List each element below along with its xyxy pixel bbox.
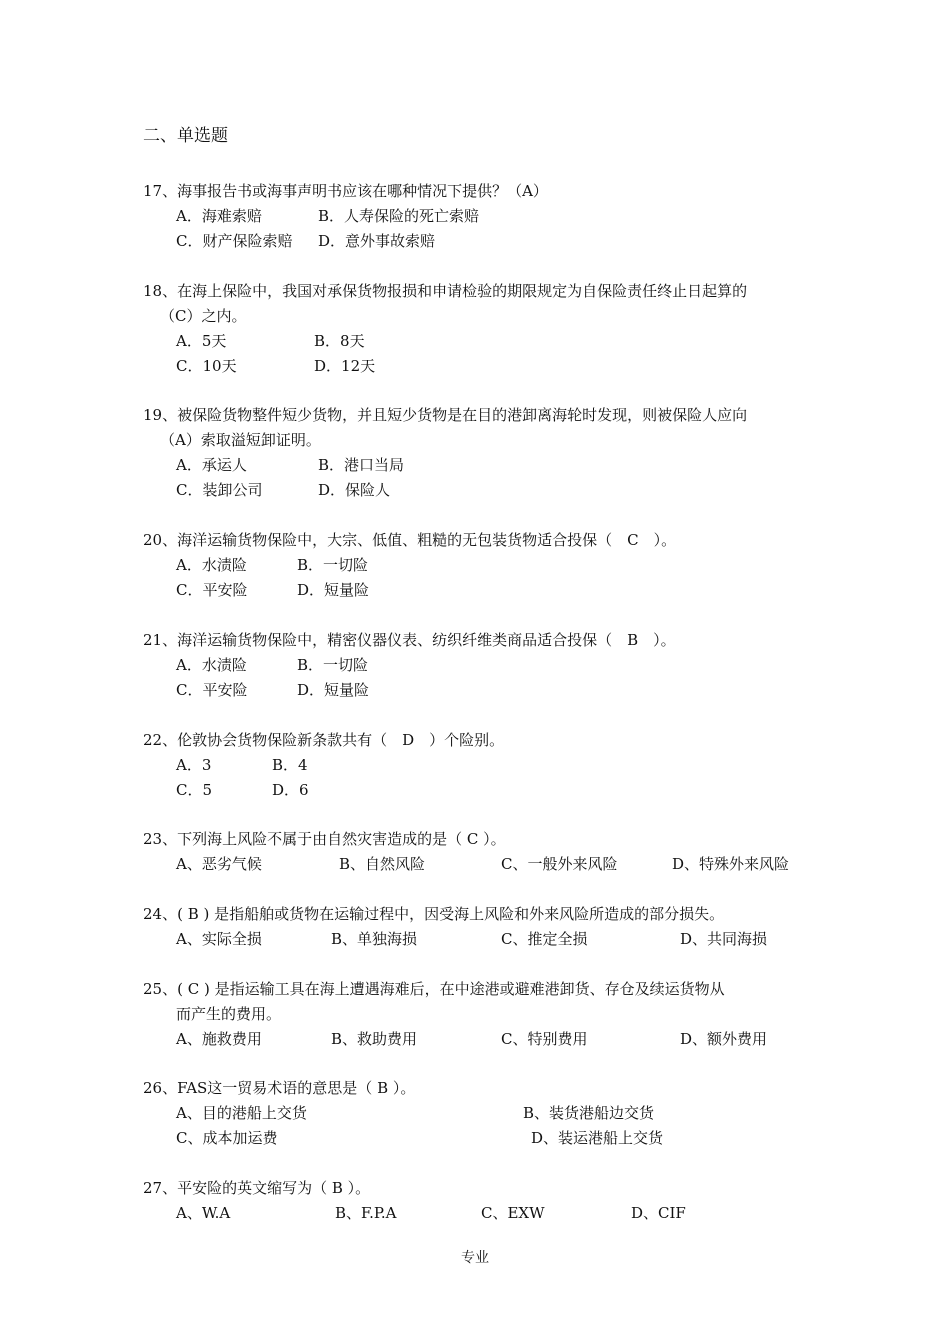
question-27-option-a: A、W.A bbox=[176, 1204, 231, 1222]
question-17-option-c: C．财产保险索赔 bbox=[176, 232, 293, 250]
question-25-option-b: B、救助费用 bbox=[331, 1030, 418, 1048]
question-26-option-a: A、目的港船上交货 bbox=[176, 1104, 307, 1122]
question-18-option-a: A．5天 bbox=[176, 332, 227, 350]
page-footer: 专业 bbox=[461, 1250, 489, 1266]
question-18-stem-cont: （C）之内。 bbox=[160, 307, 247, 325]
question-19-option-a: A．承运人 bbox=[176, 456, 247, 474]
question-26-option-d: D、装运港船上交货 bbox=[531, 1129, 664, 1147]
question-23-stem: 23、下列海上风险不属于由自然灾害造成的是（ C ）。 bbox=[143, 830, 506, 848]
question-22-option-d: D．6 bbox=[272, 781, 309, 799]
question-26-option-b: B、装货港船边交货 bbox=[523, 1104, 655, 1122]
question-25-option-d: D、额外费用 bbox=[680, 1030, 768, 1048]
question-21-option-a: A．水渍险 bbox=[176, 656, 247, 674]
question-24-stem: 24、( B ) 是指船舶或货物在运输过程中，因受海上风险和外来风险所造成的部分损失。 bbox=[143, 905, 725, 923]
question-19-option-b: B．港口当局 bbox=[318, 456, 405, 474]
question-27-option-b: B、F.P.A bbox=[335, 1204, 397, 1222]
question-19-stem-cont: （A）索取溢短卸证明。 bbox=[160, 431, 321, 449]
question-20-option-d: D．短量险 bbox=[297, 581, 370, 599]
question-21-option-b: B．一切险 bbox=[297, 656, 369, 674]
question-17-option-d: D．意外事故索赔 bbox=[318, 232, 436, 250]
question-21-option-d: D．短量险 bbox=[297, 681, 370, 699]
question-18-stem: 18、在海上保险中，我国对承保货物报损和申请检验的期限规定为自保险责任终止日起算的 bbox=[143, 282, 748, 300]
question-24-option-c: C、推定全损 bbox=[501, 930, 588, 948]
question-21-stem: 21、海洋运输货物保险中，精密仪器仪表、纺织纤维类商品适合投保（ B ）。 bbox=[143, 631, 676, 649]
question-18-option-c: C．10天 bbox=[176, 357, 237, 375]
question-23-option-c: C、一般外来风险 bbox=[501, 855, 618, 873]
question-17-stem: 17、海事报告书或海事声明书应该在哪种情况下提供？（A） bbox=[143, 182, 548, 200]
question-20-option-c: C．平安险 bbox=[176, 581, 248, 599]
question-20-stem: 20、海洋运输货物保险中，大宗、低值、粗糙的无包装货物适合投保（ C ）。 bbox=[143, 531, 677, 549]
question-19-option-d: D．保险人 bbox=[318, 481, 391, 499]
question-19-option-c: C．装卸公司 bbox=[176, 481, 263, 499]
question-18-option-d: D．12天 bbox=[314, 357, 376, 375]
question-21-option-c: C．平安险 bbox=[176, 681, 248, 699]
question-25-stem: 25、( C ) 是指运输工具在海上遭遇海难后，在中途港或避难港卸货、存仓及续运货物从 bbox=[143, 980, 725, 998]
question-27-stem: 27、平安险的英文缩写为（ B ）。 bbox=[143, 1179, 371, 1197]
question-18-option-b: B．8天 bbox=[314, 332, 365, 350]
question-17-option-a: A．海难索赔 bbox=[176, 207, 262, 225]
question-25-option-a: A、施救费用 bbox=[176, 1030, 262, 1048]
section-title: 二、单选题 bbox=[143, 126, 228, 146]
question-22-option-b: B．4 bbox=[272, 756, 308, 774]
question-25-stem-cont: 而产生的费用。 bbox=[176, 1005, 282, 1023]
question-19-stem: 19、被保险货物整件短少货物，并且短少货物是在目的港卸离海轮时发现，则被保险人应向 bbox=[143, 406, 748, 424]
question-26-option-c: C、成本加运费 bbox=[176, 1129, 278, 1147]
question-22-option-c: C．5 bbox=[176, 781, 213, 799]
question-17-option-b: B．人寿保险的死亡索赔 bbox=[318, 207, 480, 225]
question-24-option-d: D、共同海损 bbox=[680, 930, 768, 948]
question-27-option-c: C、EXW bbox=[481, 1204, 545, 1222]
question-26-stem: 26、FAS这一贸易术语的意思是（ B ）。 bbox=[143, 1079, 416, 1097]
question-25-option-c: C、特别费用 bbox=[501, 1030, 588, 1048]
question-23-option-a: A、恶劣气候 bbox=[176, 855, 262, 873]
question-20-option-b: B．一切险 bbox=[297, 556, 369, 574]
question-24-option-b: B、单独海损 bbox=[331, 930, 418, 948]
question-24-option-a: A、实际全损 bbox=[176, 930, 262, 948]
question-20-option-a: A．水渍险 bbox=[176, 556, 247, 574]
question-23-option-d: D、特殊外来风险 bbox=[672, 855, 790, 873]
question-27-option-d: D、CIF bbox=[631, 1204, 686, 1222]
question-22-stem: 22、伦敦协会货物保险新条款共有（ D ）个险别。 bbox=[143, 731, 505, 749]
question-22-option-a: A．3 bbox=[176, 756, 212, 774]
question-23-option-b: B、自然风险 bbox=[339, 855, 426, 873]
